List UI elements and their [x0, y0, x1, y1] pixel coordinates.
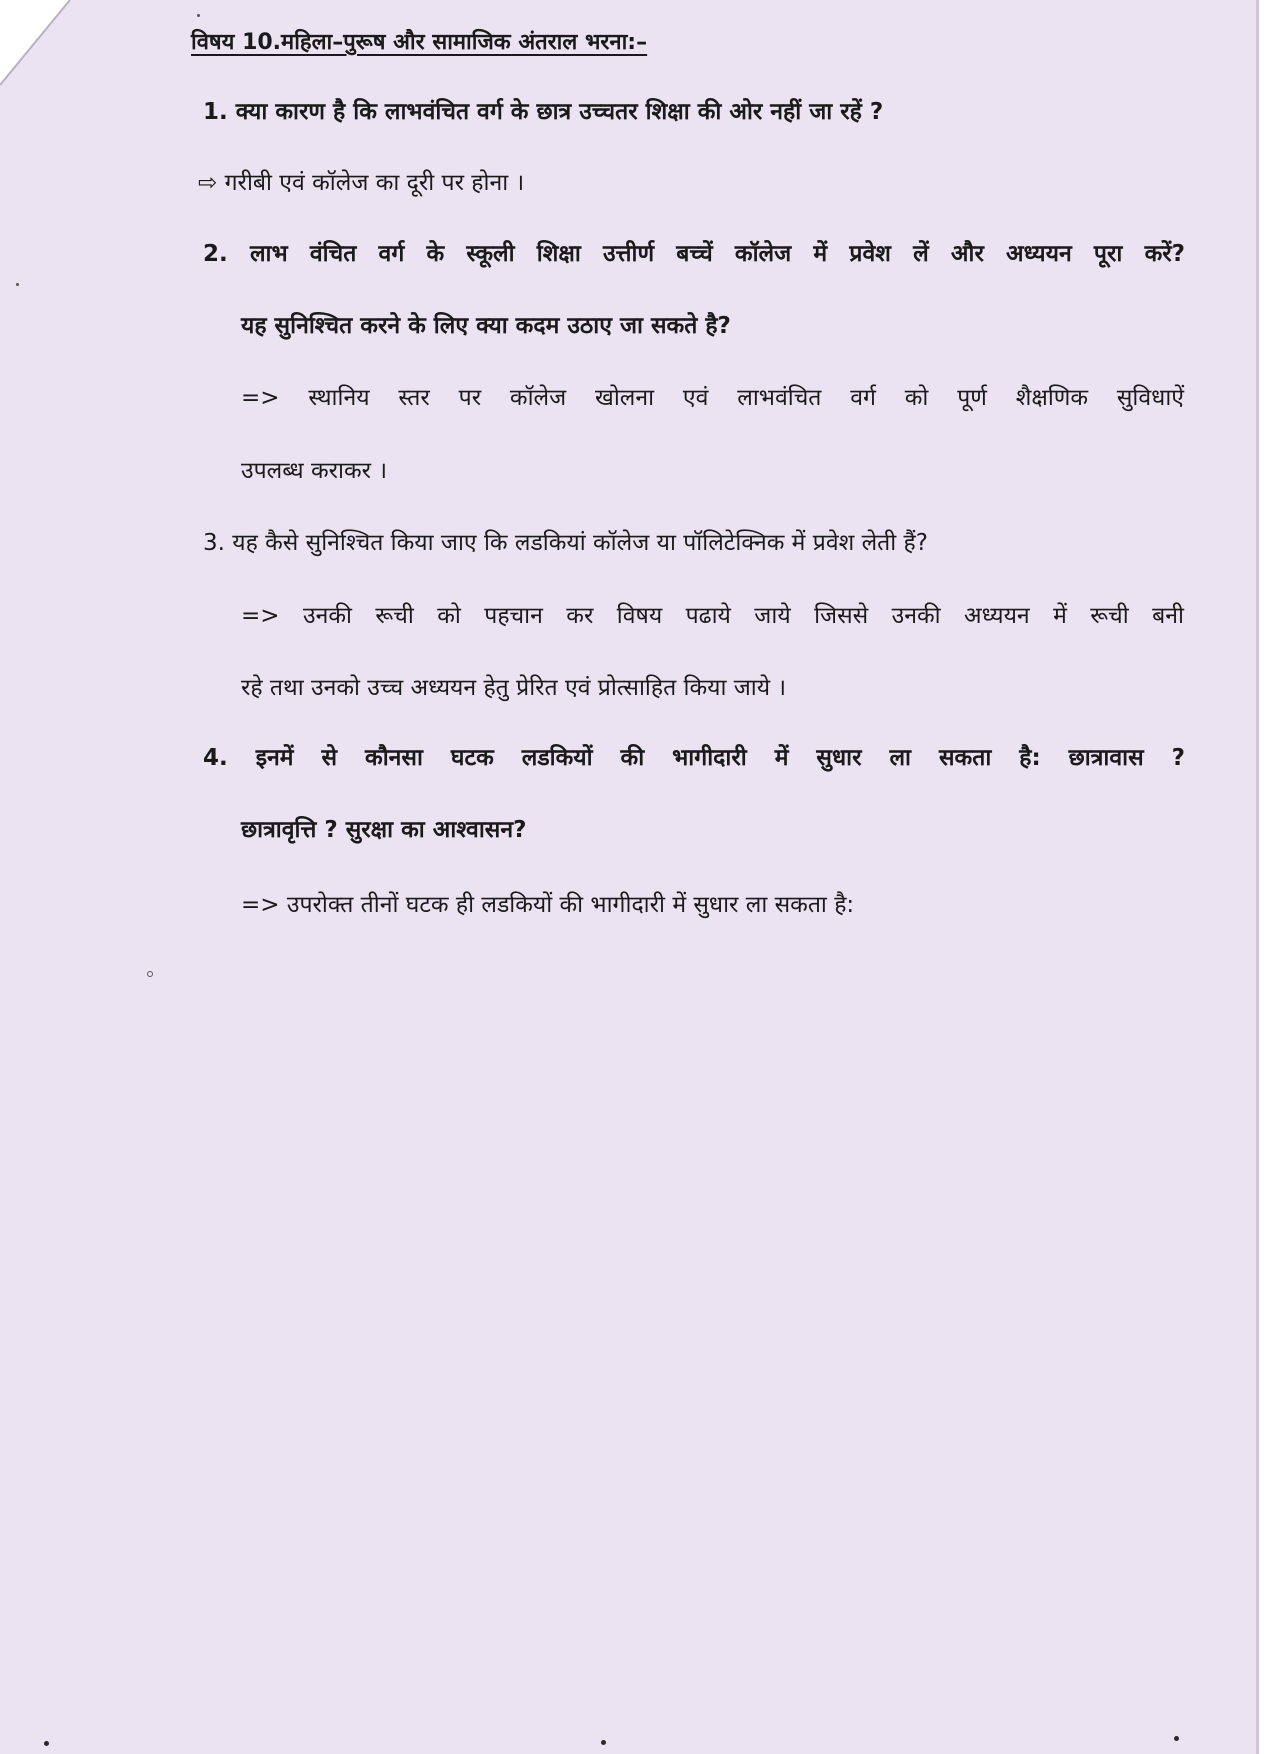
document-heading: विषय 10.महिला–पुरूष और सामाजिक अंतराल भरना:–: [191, 30, 648, 55]
question-4-line-1: 4. इनमें से कौनसा घटक लडकियों की भागीदारी में सुधार ला सकता है: छात्रावास ?: [203, 745, 1185, 771]
paper-right-edge: [1256, 0, 1259, 1754]
question-1-line-1: 1. क्या कारण है कि लाभवंचित वर्ग के छात्र उच्चतर शिक्षा की ओर नहीं जा रहें ?: [203, 99, 884, 125]
speck: [601, 1740, 606, 1745]
answer-1-line-1: ⇨ गरीबी एवं कॉलेज का दूरी पर होना ।: [198, 170, 525, 196]
question-3-line-1: 3. यह कैसे सुनिश्चित किया जाए कि लडकियां कॉलेज या पॉलिटेक्निक में प्रवेश लेती हैं?: [203, 530, 928, 556]
answer-2-line-2: उपलब्ध कराकर ।: [241, 458, 388, 484]
question-4-line-2: छात्रावृत्ति ? सुरक्षा का आश्वासन?: [241, 817, 527, 843]
answer-3-line-2: रहे तथा उनको उच्च अध्ययन हेतु प्रेरित एवं प्रोत्साहित किया जाये ।: [241, 675, 787, 701]
speck: [147, 971, 153, 977]
answer-4-line-1: => उपरोक्त तीनों घटक ही लडकियों की भागीदारी में सुधार ला सकता है:: [241, 892, 855, 918]
question-2-line-2: यह सुनिश्चित करने के लिए क्या कदम उठाए जा सकते है?: [241, 313, 731, 339]
speck: [44, 1741, 49, 1746]
speck: [197, 14, 200, 17]
answer-2-line-1: => स्थानिय स्तर पर कॉलेज खोलना एवं लाभवंचित वर्ग को पूर्ण शैक्षणिक सुविधाऐं: [241, 385, 1184, 411]
speck: [1174, 1736, 1179, 1741]
speck: [16, 283, 19, 286]
question-2-line-1: 2. लाभ वंचित वर्ग के स्कूली शिक्षा उत्तीर्ण बच्चें कॉलेज में प्रवेश लें और अध्ययन पूरा करें?: [203, 241, 1185, 267]
answer-3-line-1: => उनकी रूची को पहचान कर विषय पढाये जाये जिससे उनकी अध्ययन में रूची बनी: [241, 603, 1185, 629]
